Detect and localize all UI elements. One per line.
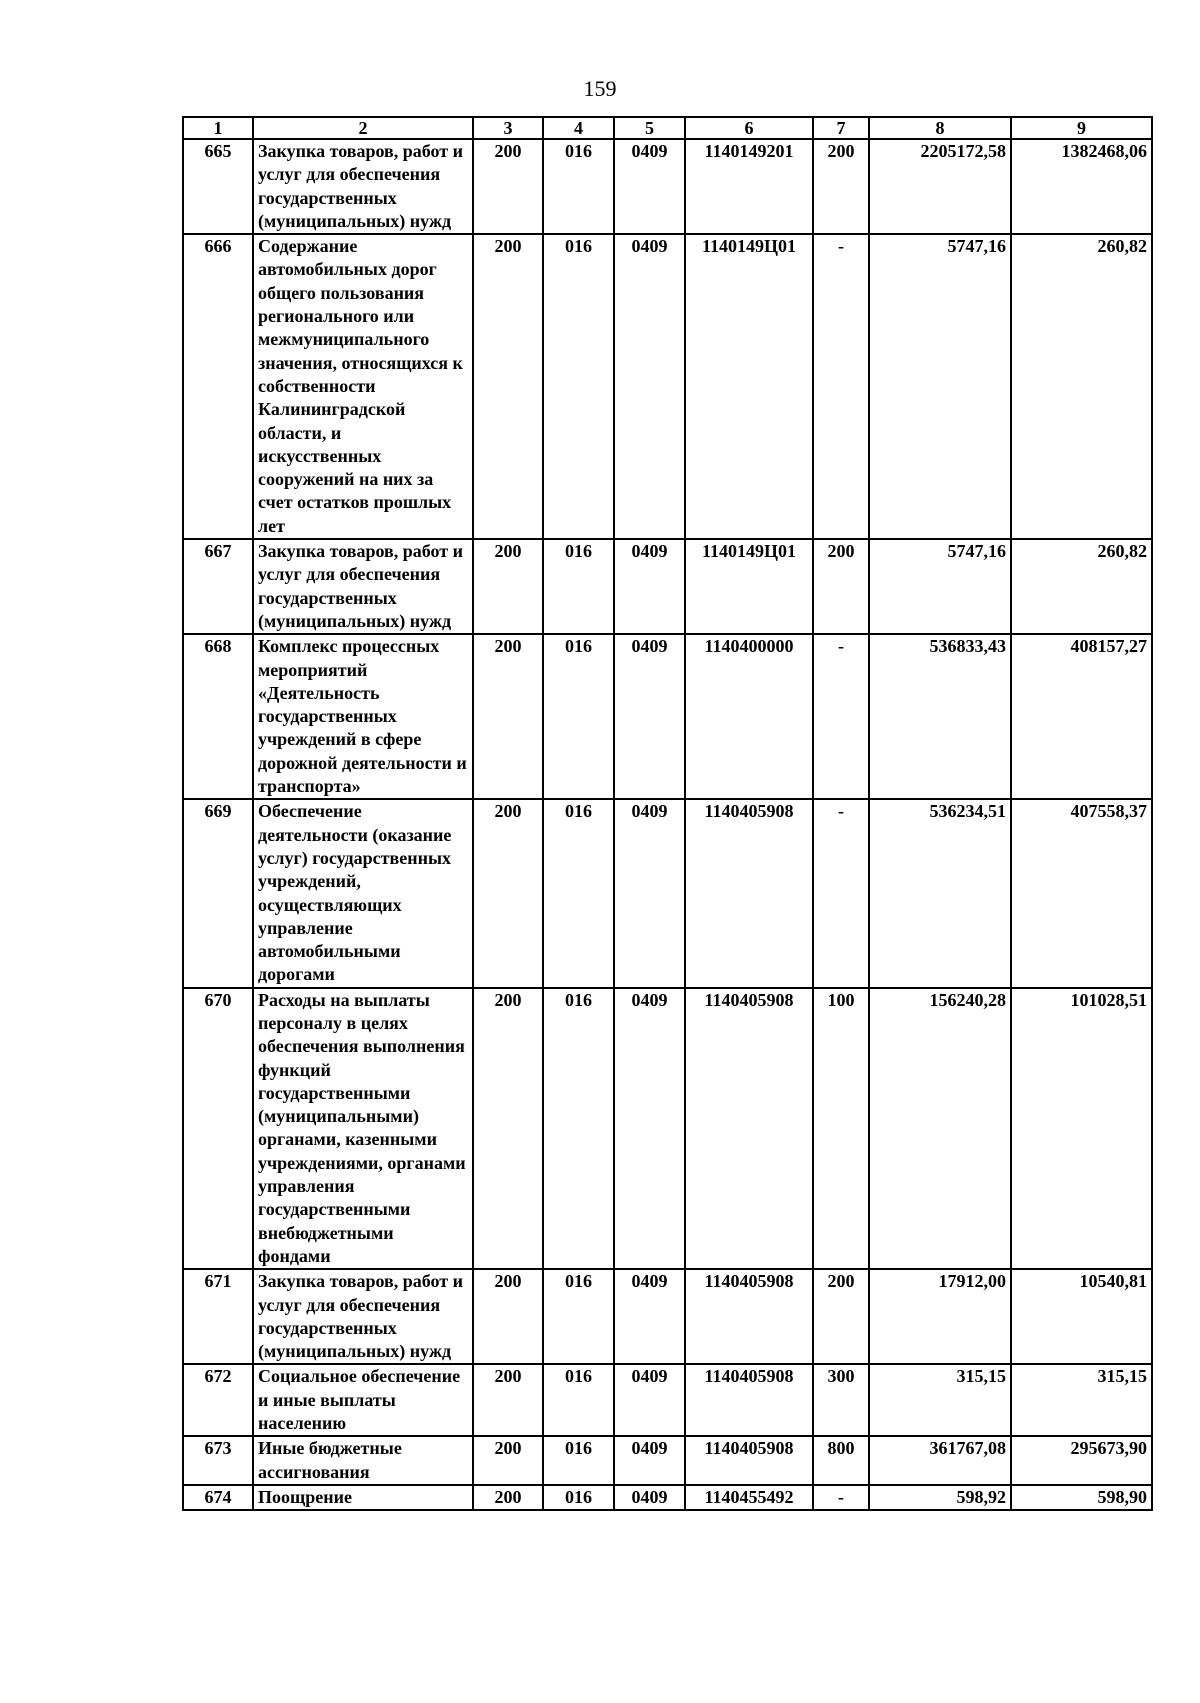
row-code-cell: 200 — [473, 539, 543, 634]
row-code-cell: 0409 — [614, 139, 685, 234]
row-code-cell: - — [813, 634, 869, 799]
row-code-cell: 016 — [543, 1485, 614, 1510]
row-number-cell: 667 — [183, 539, 253, 634]
row-code-cell: 016 — [543, 1436, 614, 1485]
row-code-cell: 1140149Ц01 — [685, 234, 813, 539]
row-number-cell: 669 — [183, 799, 253, 987]
budget-table — [182, 116, 1153, 1511]
row-amount-cell: 5747,16 — [869, 234, 1011, 539]
row-code-cell: - — [813, 799, 869, 987]
header-cell: 8 — [869, 117, 1011, 139]
row-number-cell: 665 — [183, 139, 253, 234]
row-code-cell: 1140405908 — [685, 799, 813, 987]
header-cell: 3 — [473, 117, 543, 139]
row-name-cell: Комплекс процессных мероприятий «Деятельность государственных учреждений в сфере дорожной деятельности и транспорта» — [253, 634, 473, 799]
table-row — [183, 1364, 1152, 1436]
row-name-cell: Закупка товаров, работ и услуг для обеспечения государственных (муниципальных) нужд — [253, 539, 473, 634]
row-code-cell: 1140405908 — [685, 988, 813, 1270]
row-name-cell: Закупка товаров, работ и услуг для обеспечения государственных (муниципальных) нужд — [253, 139, 473, 234]
row-amount-cell: 10540,81 — [1011, 1269, 1152, 1364]
table-row — [183, 634, 1152, 799]
row-code-cell: 300 — [813, 1364, 869, 1436]
row-name-cell: Поощрение — [253, 1485, 473, 1510]
row-amount-cell: 1382468,06 — [1011, 139, 1152, 234]
row-amount-cell: 260,82 — [1011, 234, 1152, 539]
header-cell: 4 — [543, 117, 614, 139]
row-code-cell: 0409 — [614, 634, 685, 799]
row-amount-cell: 315,15 — [869, 1364, 1011, 1436]
row-amount-cell: 295673,90 — [1011, 1436, 1152, 1485]
row-number-cell: 670 — [183, 988, 253, 1270]
row-code-cell: 0409 — [614, 1269, 685, 1364]
row-name-cell: Закупка товаров, работ и услуг для обеспечения государственных (муниципальных) нужд — [253, 1269, 473, 1364]
header-cell: 5 — [614, 117, 685, 139]
row-code-cell: 200 — [473, 988, 543, 1270]
row-code-cell: 200 — [813, 139, 869, 234]
row-code-cell: 1140405908 — [685, 1364, 813, 1436]
table-row — [183, 1269, 1152, 1364]
table-row — [183, 139, 1152, 234]
row-amount-cell: 156240,28 — [869, 988, 1011, 1270]
row-code-cell: 0409 — [614, 539, 685, 634]
header-cell: 7 — [813, 117, 869, 139]
row-number-cell: 668 — [183, 634, 253, 799]
table-row — [183, 988, 1152, 1270]
row-code-cell: 200 — [813, 1269, 869, 1364]
row-code-cell: 200 — [473, 1364, 543, 1436]
row-amount-cell: 5747,16 — [869, 539, 1011, 634]
row-code-cell: 100 — [813, 988, 869, 1270]
row-code-cell: 200 — [473, 1269, 543, 1364]
row-code-cell: 0409 — [614, 234, 685, 539]
row-amount-cell: 101028,51 — [1011, 988, 1152, 1270]
row-code-cell: 1140455492 — [685, 1485, 813, 1510]
row-amount-cell: 361767,08 — [869, 1436, 1011, 1485]
row-number-cell: 672 — [183, 1364, 253, 1436]
row-amount-cell: 408157,27 — [1011, 634, 1152, 799]
row-code-cell: 200 — [473, 1436, 543, 1485]
row-amount-cell: 536833,43 — [869, 634, 1011, 799]
row-code-cell: 200 — [473, 634, 543, 799]
row-code-cell: 016 — [543, 139, 614, 234]
row-code-cell: - — [813, 1485, 869, 1510]
row-code-cell: 016 — [543, 1269, 614, 1364]
row-code-cell: 1140149Ц01 — [685, 539, 813, 634]
row-name-cell: Обеспечение деятельности (оказание услуг) государственных учреждений, осуществляющих управление автомобильными дорогами — [253, 799, 473, 987]
row-code-cell: 016 — [543, 634, 614, 799]
row-amount-cell: 598,92 — [869, 1485, 1011, 1510]
page-number: 159 — [583, 76, 617, 101]
table-row — [183, 799, 1152, 987]
row-code-cell: 016 — [543, 799, 614, 987]
row-number-cell: 673 — [183, 1436, 253, 1485]
row-number-cell: 674 — [183, 1485, 253, 1510]
table-row — [183, 1436, 1152, 1485]
row-code-cell: 0409 — [614, 988, 685, 1270]
row-amount-cell: 260,82 — [1011, 539, 1152, 634]
table-row — [183, 234, 1152, 539]
header-cell: 2 — [253, 117, 473, 139]
row-name-cell: Содержание автомобильных дорог общего пользования регионального или межмуниципального значения, относящихся к собственности Калининградской области, и искусственных сооружений на них за счет остатков прошлых лет — [253, 234, 473, 539]
header-row — [183, 117, 1152, 139]
row-name-cell: Расходы на выплаты персоналу в целях обеспечения выполнения функций государственными (муниципальными) органами, казенными учреждениями, органами управления государственными внебюджетными фондами — [253, 988, 473, 1270]
header-cell: 6 — [685, 117, 813, 139]
header-cell: 1 — [183, 117, 253, 139]
row-code-cell: 800 — [813, 1436, 869, 1485]
row-number-cell: 671 — [183, 1269, 253, 1364]
row-code-cell: 0409 — [614, 1485, 685, 1510]
table-row — [183, 1485, 1152, 1510]
row-code-cell: 0409 — [614, 1436, 685, 1485]
row-amount-cell: 315,15 — [1011, 1364, 1152, 1436]
row-code-cell: 1140400000 — [685, 634, 813, 799]
row-amount-cell: 17912,00 — [869, 1269, 1011, 1364]
row-amount-cell: 2205172,58 — [869, 139, 1011, 234]
header-cell: 9 — [1011, 117, 1152, 139]
row-code-cell: - — [813, 234, 869, 539]
row-code-cell: 1140405908 — [685, 1269, 813, 1364]
row-amount-cell: 598,90 — [1011, 1485, 1152, 1510]
row-code-cell: 016 — [543, 988, 614, 1270]
row-code-cell: 016 — [543, 1364, 614, 1436]
row-amount-cell: 536234,51 — [869, 799, 1011, 987]
row-code-cell: 0409 — [614, 799, 685, 987]
row-code-cell: 200 — [473, 1485, 543, 1510]
row-code-cell: 200 — [473, 234, 543, 539]
row-number-cell: 666 — [183, 234, 253, 539]
row-code-cell: 016 — [543, 234, 614, 539]
row-code-cell: 016 — [543, 539, 614, 634]
row-code-cell: 200 — [813, 539, 869, 634]
table-row — [183, 539, 1152, 634]
row-code-cell: 1140405908 — [685, 1436, 813, 1485]
row-name-cell: Социальное обеспечение и иные выплаты населению — [253, 1364, 473, 1436]
row-code-cell: 200 — [473, 799, 543, 987]
row-amount-cell: 407558,37 — [1011, 799, 1152, 987]
row-code-cell: 0409 — [614, 1364, 685, 1436]
row-code-cell: 1140149201 — [685, 139, 813, 234]
row-code-cell: 200 — [473, 139, 543, 234]
row-name-cell: Иные бюджетные ассигнования — [253, 1436, 473, 1485]
